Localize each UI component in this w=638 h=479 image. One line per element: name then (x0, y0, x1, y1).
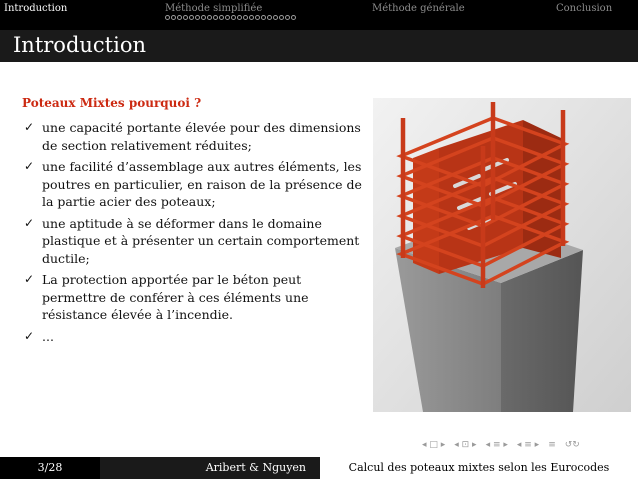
nav-frame-icon[interactable]: ◂ □ ▸ (422, 440, 446, 450)
frame-title: Introduction (13, 33, 146, 57)
list-item-text: ... (42, 328, 54, 344)
subsection-dot[interactable] (261, 15, 266, 20)
subsection-dot[interactable] (183, 15, 188, 20)
nav-section-conclusion[interactable]: Conclusion (556, 3, 613, 14)
nav-appendix-icon[interactable]: ≡ (548, 440, 556, 450)
subsection-dot[interactable] (219, 15, 224, 20)
subsection-dot[interactable] (207, 15, 212, 20)
subsection-dot[interactable] (189, 15, 194, 20)
subsection-dot[interactable] (273, 15, 278, 20)
nav-section-methode-generale[interactable]: Méthode générale (372, 3, 465, 14)
subsection-dot[interactable] (285, 15, 290, 20)
nav-search-icon[interactable]: ↺↻ (564, 440, 580, 450)
section-navigation (0, 0, 638, 30)
check-icon: ✓ (24, 215, 35, 230)
subsection-dot[interactable] (231, 15, 236, 20)
subsection-dot[interactable] (255, 15, 260, 20)
nav-subsection-icon[interactable]: ◂ ⊡ ▸ (454, 440, 477, 450)
list-item (24, 119, 369, 154)
nav-document-icon[interactable]: ◂ ≡ ▸ (516, 440, 540, 450)
list-item (24, 271, 369, 324)
footer-authors: Aribert & Nguyen (100, 457, 320, 479)
subsection-dot[interactable] (291, 15, 296, 20)
check-icon: ✓ (24, 120, 35, 134)
subsection-dot[interactable] (267, 15, 272, 20)
subsection-dot[interactable] (201, 15, 206, 20)
bullet-list (24, 119, 369, 349)
list-item (24, 158, 369, 211)
check-icon: ✓ (24, 272, 35, 286)
check-icon: ✓ (24, 328, 35, 343)
list-item-text: La protection apportée par le béton peut permettre de conférer à ces éléments une résistance élevée à l’incendie. (42, 272, 309, 322)
list-item-text: une aptitude à se déformer dans le domaine plastique et à présenter un certain comportement ductile; (42, 215, 360, 266)
subsection-dot[interactable] (279, 15, 284, 20)
subsection-dot[interactable] (177, 15, 182, 20)
composite-column-image (373, 98, 631, 412)
beamer-navigation-symbols (422, 440, 580, 450)
list-item-text: une capacité portante élevée pour des dimensions de section relativement réduites; (42, 120, 361, 153)
subsection-dot[interactable] (213, 15, 218, 20)
subsection-dot[interactable] (165, 15, 170, 20)
nav-section-icon[interactable]: ◂ ≡ ▸ (485, 440, 508, 450)
list-item-text: une facilité d’assemblage aux autres éléments, les poutres en particulier, en raison de la présence de la partie acier des poteaux; (42, 159, 362, 209)
nav-section-methode-simplifiee[interactable]: Méthode simplifiée (165, 3, 263, 14)
frame-subtitle: Poteaux Mixtes pourquoi ? (22, 96, 202, 110)
subsection-dot[interactable] (249, 15, 254, 20)
subsection-dot[interactable] (195, 15, 200, 20)
nav-section-introduction[interactable]: Introduction (4, 3, 68, 14)
list-item (24, 328, 369, 346)
subsection-dot[interactable] (237, 15, 242, 20)
subsection-dot[interactable] (171, 15, 176, 20)
subsection-dots (165, 15, 296, 20)
subsection-dot[interactable] (243, 15, 248, 20)
footer-title: Calcul des poteaux mixtes selon les Eurocodes (320, 457, 638, 479)
page-number: 3/28 (0, 457, 100, 479)
frame-title-bar (0, 30, 638, 62)
list-item (24, 215, 369, 268)
footline (0, 457, 638, 479)
check-icon: ✓ (24, 159, 35, 173)
subsection-dot[interactable] (225, 15, 230, 20)
